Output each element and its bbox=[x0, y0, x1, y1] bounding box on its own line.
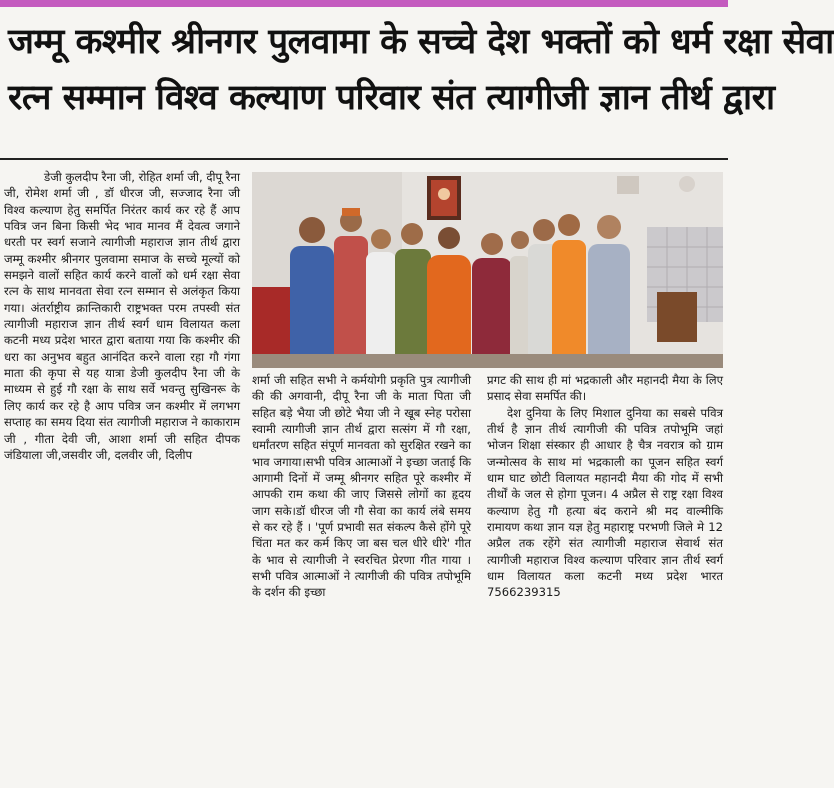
headline-line-2: रत्न सम्मान विश्व कल्याण परिवार संत त्यागीजी ज्ञान तीर्थ द्वारा bbox=[8, 78, 775, 118]
article-column-2 bbox=[252, 372, 471, 601]
article-column-1 bbox=[4, 169, 240, 463]
headline bbox=[8, 14, 834, 126]
column-3-paragraph-1: प्रगट की साथ ही मां भद्रकाली और महानदी मैया के लिए प्रसाद सेवा समर्पित की। bbox=[487, 373, 723, 404]
top-accent-bar bbox=[0, 0, 728, 7]
column-3-paragraph-2: देश दुनिया के लिए मिशाल दुनिया का सबसे पवित्र तीर्थ है ज्ञान तीर्थ त्यागीजी की पवित्र तपोभूमि जहां भोजन शिक्षा संस्कार ही आधार है चैत्र नवरात्र को ग्राम जन्मोत्सव के साथ मां भद्रकाली का पूजन सहित स्वर्ग धाम घाट छोटी विलायत महानदी मैया की गोद में सभी तीर्थों के जल से होगा पूजन। 4 अप्रैल से राष्ट्र रक्षा विश्व कल्याण हेतु गौ हत्या बंद कराने श्री मद वाल्मीकि रामायण कथा ज्ञान यज्ञ हेतु महाराष्ट्र परभणी जिले मे 12 अप्रैल तक रहेंगे संत त्यागीजी महाराज सेवार्थ संत त्यागीजी महाराज विश्व कल्याण परिवार ज्ञान तीर्थ स्वर्ग धाम विलायत कला कटनी मध्य प्रदेश भारत 7566239315 bbox=[487, 405, 723, 600]
column-2-text: शर्मा जी सहित सभी ने कर्मयोगी प्रकृति पुत्र त्यागीजी की की अगवानी, दीपू रैना जी के माता पिता जी सहित बड़े भैया जी छोटे भैया जी ने खूब स्नेह परोसा स्वामी त्यागीजी ज्ञान तीर्थ द्वारा सत्संग में गौ रक्षा, धर्मांतरण सहित संपूर्ण मानवता को सुरक्षित रखने का भाव जगाया।सभी पवित्र आत्माओं ने इच्छा जताई कि आगामी दिनों में जम्मू श्रीनगर सहित पूरे कश्मीर में आपकी राम कथा की जाए जिससे लोगों का हृदय जाग सके।डॉ धीरज जी गौ सेवा का कार्य लंबे समय से कर रहे हैं । 'पूर्ण प्रभावी सत संकल्प कैसे होंगे पूरे चिंता मत कर कर्म किए जा बस चल धीरे धीरे' गीत के भाव से त्यागीजी ने स्वरचित प्रेरणा गीत गाया ।सभी पवित्र आत्माओं ने त्यागीजी की पवित्र तपोभूमि के दर्शन की इच्छा bbox=[252, 373, 471, 600]
headline-line-1: जम्मू कश्मीर श्रीनगर पुलवामा के सच्चे देश भक्तों को धर्म रक्षा सेवा bbox=[8, 22, 834, 62]
news-photo bbox=[252, 172, 723, 368]
column-1-text: डेजी कुलदीप रैना जी, रोहित शर्मा जी, दीपू रैना जी, रोमेश शर्मा जी , डॉ धीरज जी, सज्जाद रैना जी विश्व कल्याण हेतु समर्पित निरंतर कार्य कर रहे हैं आप पवित्र जन बिना किसी भेद भाव मानव मैं देवत्व जगाने धरती पर स्वर्ग सजाने त्यागीजी महाराज ज्ञान तीर्थ द्वारा जम्मू कश्मीर श्रीनगर पुलवामा समाज के सच्चे मूल्यों को समझने वालों सहित कार्य करने वालों को धर्म रक्षा सेवा रत्न के साथ मानवता सेवा रत्न सम्मान से अलंकृत किया गया। अंतर्राष्ट्रीय क्रान्तिकारी राष्ट्रभक्त परम तपस्वी संत त्यागीजी महाराज ज्ञान तीर्थ स्वर्ग धाम विलायत कला कटनी मध्य प्रदेश भारत द्वारा बताया गया कि कश्मीर की धरा का अनुभव बहुत आनंदित करने वाला रहा गौ गंगा माता की कृपा से यह यात्रा डेजी कुलदीप रैना जी के माध्यम से हुई गौ रक्षा के साथ सर्वे भवन्तु सुखिनरू के लिए कार्य कर रहे है आप पवित्र जन कश्मीर में लगभग सप्ताह का समय दिया संत त्यागीजी महाराज ने काकाराम जी , गीता देवी जी, आशा शर्मा जी सहित दीपक जंडियाला जी,जसवीर जी, दलवीर जी, दिलीप bbox=[4, 170, 240, 462]
headline-divider bbox=[0, 158, 728, 160]
article-column-3 bbox=[487, 372, 723, 601]
